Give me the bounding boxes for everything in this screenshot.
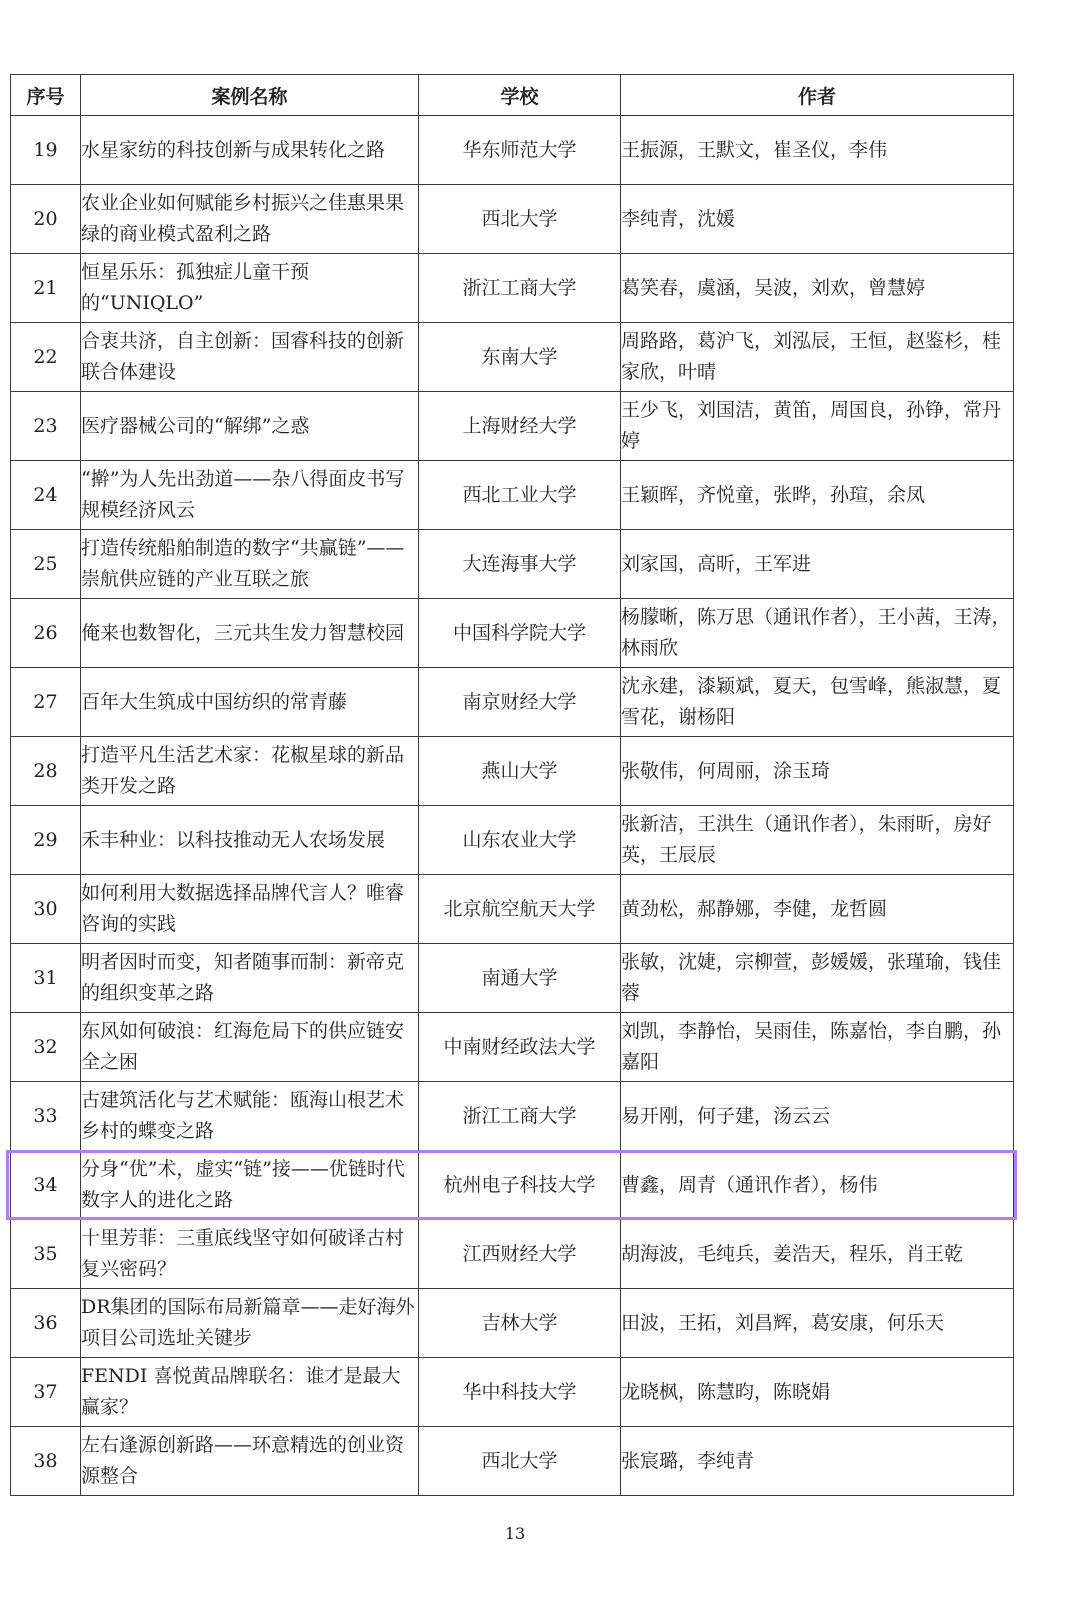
cell-case-name: 左右逢源创新路——环意精选的创业资源整合 (81, 1427, 419, 1496)
header-case-name: 案例名称 (81, 75, 419, 116)
cell-index: 37 (11, 1358, 81, 1427)
table-row (11, 461, 1014, 530)
cell-index: 20 (11, 185, 81, 254)
cell-index: 28 (11, 737, 81, 806)
cell-case-name: 合衷共济，自主创新：国睿科技的创新联合体建设 (81, 323, 419, 392)
table-row (11, 392, 1014, 461)
cell-index: 29 (11, 806, 81, 875)
table-row (11, 599, 1014, 668)
cell-school: 中南财经政法大学 (419, 1013, 621, 1082)
cell-authors: 胡海波，毛纯兵，姜浩天，程乐，肖王乾 (621, 1220, 1014, 1289)
table-row (11, 668, 1014, 737)
cell-school: 大连海事大学 (419, 530, 621, 599)
table-row (11, 806, 1014, 875)
cell-case-name: 十里芳菲：三重底线坚守如何破译古村复兴密码？ (81, 1220, 419, 1289)
cell-authors: 王少飞，刘国洁，黄笛，周国良，孙铮，常丹婷 (621, 392, 1014, 461)
page-number: 13 (504, 1524, 526, 1543)
cell-case-name: DR集团的国际布局新篇章——走好海外项目公司选址关键步 (81, 1289, 419, 1358)
cell-authors: 沈永建，漆颖斌，夏天，包雪峰，熊淑慧，夏雪花，谢杨阳 (621, 668, 1014, 737)
cell-case-name: 水星家纺的科技创新与成果转化之路 (81, 116, 419, 185)
table-row (11, 1289, 1014, 1358)
cell-authors: 黄劲松，郝静娜，李健，龙哲圆 (621, 875, 1014, 944)
table-row (11, 1220, 1014, 1289)
cell-authors: 刘家国，高昕，王军进 (621, 530, 1014, 599)
cell-authors: 王振源，王默文，崔圣仪，李伟 (621, 116, 1014, 185)
table-row (11, 116, 1014, 185)
cell-index: 34 (11, 1151, 81, 1220)
cell-authors: 龙晓枫，陈慧昀，陈晓娟 (621, 1358, 1014, 1427)
cell-authors: 曹鑫，周青（通讯作者），杨伟 (621, 1151, 1014, 1220)
cell-index: 30 (11, 875, 81, 944)
cell-authors: 刘凯，李静怡，吴雨佳，陈嘉怡，李自鹏，孙嘉阳 (621, 1013, 1014, 1082)
cell-authors: 张敬伟，何周丽，涂玉琦 (621, 737, 1014, 806)
cell-school: 浙江工商大学 (419, 1082, 621, 1151)
table-row (11, 1082, 1014, 1151)
cell-case-name: 分身“优”术，虚实“链”接——优链时代数字人的进化之路 (81, 1151, 419, 1220)
cell-case-name: 农业企业如何赋能乡村振兴之佳惠果果绿的商业模式盈利之路 (81, 185, 419, 254)
cell-index: 27 (11, 668, 81, 737)
cell-school: 山东农业大学 (419, 806, 621, 875)
cell-authors: 王颖晖，齐悦童，张晔，孙瑄，余凤 (621, 461, 1014, 530)
cell-index: 21 (11, 254, 81, 323)
table-row (11, 185, 1014, 254)
cell-case-name: 俺来也数智化，三元共生发力智慧校园 (81, 599, 419, 668)
cell-case-name: 古建筑活化与艺术赋能：瓯海山根艺术乡村的蝶变之路 (81, 1082, 419, 1151)
cell-authors: 易开刚，何子建，汤云云 (621, 1082, 1014, 1151)
cell-index: 31 (11, 944, 81, 1013)
cell-case-name: 恒星乐乐：孤独症儿童干预的“UNIQLO” (81, 254, 419, 323)
cell-case-name: 东风如何破浪：红海危局下的供应链安全之困 (81, 1013, 419, 1082)
table-row (11, 254, 1014, 323)
cell-school: 上海财经大学 (419, 392, 621, 461)
cell-index: 22 (11, 323, 81, 392)
cell-index: 26 (11, 599, 81, 668)
cell-school: 华东师范大学 (419, 116, 621, 185)
cell-school: 西北大学 (419, 1427, 621, 1496)
table-row (11, 1427, 1014, 1496)
header-school: 学校 (419, 75, 621, 116)
table-row (11, 1013, 1014, 1082)
cell-index: 25 (11, 530, 81, 599)
cell-index: 35 (11, 1220, 81, 1289)
cell-school: 杭州电子科技大学 (419, 1151, 621, 1220)
table-row (11, 944, 1014, 1013)
table-row (11, 875, 1014, 944)
cell-case-name: 禾丰种业：以科技推动无人农场发展 (81, 806, 419, 875)
cell-authors: 田波，王拓，刘昌辉，葛安康，何乐天 (621, 1289, 1014, 1358)
cell-school: 燕山大学 (419, 737, 621, 806)
cell-index: 33 (11, 1082, 81, 1151)
table-row (11, 323, 1014, 392)
cell-case-name: “擀”为人先出劲道——杂八得面皮书写规模经济风云 (81, 461, 419, 530)
cell-authors: 葛笑春，虞涵，吴波，刘欢，曾慧婷 (621, 254, 1014, 323)
cell-case-name: 百年大生筑成中国纺织的常青藤 (81, 668, 419, 737)
table-row (11, 1151, 1014, 1220)
cases-table (10, 74, 1014, 1496)
table-row (11, 1358, 1014, 1427)
cell-index: 32 (11, 1013, 81, 1082)
cell-school: 东南大学 (419, 323, 621, 392)
cell-school: 西北工业大学 (419, 461, 621, 530)
cell-index: 19 (11, 116, 81, 185)
cell-case-name: 打造传统船舶制造的数字“共赢链”——崇航供应链的产业互联之旅 (81, 530, 419, 599)
cell-case-name: FENDI 喜悦黄品牌联名：谁才是最大赢家？ (81, 1358, 419, 1427)
cell-authors: 张敏，沈婕，宗柳萱，彭媛媛，张瑾瑜，钱佳蓉 (621, 944, 1014, 1013)
cell-school: 北京航空航天大学 (419, 875, 621, 944)
cell-school: 浙江工商大学 (419, 254, 621, 323)
cell-index: 23 (11, 392, 81, 461)
cell-school: 中国科学院大学 (419, 599, 621, 668)
table-row (11, 530, 1014, 599)
table-row (11, 737, 1014, 806)
header-index: 序号 (11, 75, 81, 116)
cell-authors: 杨朦晰，陈万思（通讯作者），王小茜，王涛，林雨欣 (621, 599, 1014, 668)
cell-school: 江西财经大学 (419, 1220, 621, 1289)
cell-authors: 张宸璐，李纯青 (621, 1427, 1014, 1496)
cell-index: 36 (11, 1289, 81, 1358)
cell-case-name: 明者因时而变，知者随事而制：新帝克的组织变革之路 (81, 944, 419, 1013)
cell-school: 华中科技大学 (419, 1358, 621, 1427)
cell-school: 西北大学 (419, 185, 621, 254)
cell-case-name: 如何利用大数据选择品牌代言人？唯睿咨询的实践 (81, 875, 419, 944)
cell-authors: 张新洁，王洪生（通讯作者），朱雨昕，房好英，王辰辰 (621, 806, 1014, 875)
cell-index: 38 (11, 1427, 81, 1496)
cell-school: 南京财经大学 (419, 668, 621, 737)
cell-school: 吉林大学 (419, 1289, 621, 1358)
cell-case-name: 打造平凡生活艺术家：花椒星球的新品类开发之路 (81, 737, 419, 806)
cell-school: 南通大学 (419, 944, 621, 1013)
cell-authors: 李纯青，沈媛 (621, 185, 1014, 254)
cell-authors: 周路路，葛沪飞，刘泓辰，王恒，赵鉴杉，桂家欣，叶晴 (621, 323, 1014, 392)
cell-case-name: 医疗器械公司的“解绑”之惑 (81, 392, 419, 461)
cell-index: 24 (11, 461, 81, 530)
table-header-row (11, 75, 1014, 116)
header-authors: 作者 (621, 75, 1014, 116)
